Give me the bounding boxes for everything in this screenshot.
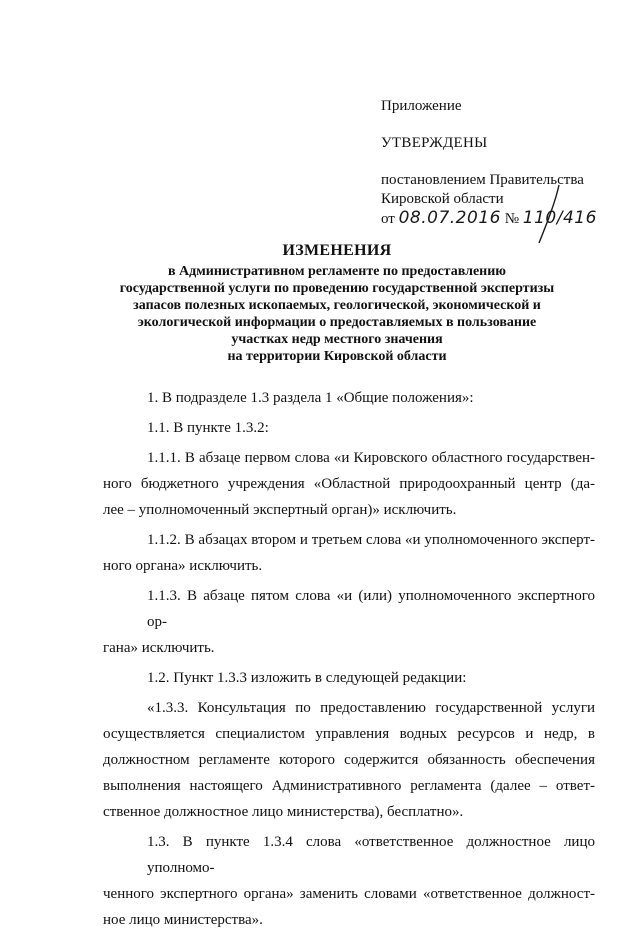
heading-line-3: запасов полезных ископаемых, геологической, экономической и (133, 298, 541, 313)
paragraph-7-line-2: осуществляется специалистом управления водных ресурсов и недр, в (103, 726, 595, 742)
paragraph-4-line-2: ного органа» исключить. (103, 558, 263, 574)
approval-block (381, 97, 631, 229)
heading-line-4: экологической информации о предоставляемых в пользование (137, 315, 537, 330)
heading-line-5: участках недр местного значения (231, 332, 443, 347)
paragraph-5-line-1: 1.1.3. В абзаце пятом слова «и (или) уполномоченного экспертного ор- (147, 588, 595, 630)
paragraph-7-line-3: должностном регламенте которого содержится обязанность обеспечения (103, 752, 595, 768)
approval-line-1: постановлением Правительства (381, 172, 584, 188)
paragraph-8-line-1: 1.3. В пункте 1.3.4 слова «ответственное должностное лицо уполномо- (147, 834, 595, 876)
paragraph-6 (103, 665, 595, 691)
paragraph-2-line-1: 1.1. В пункте 1.3.2: (147, 420, 269, 436)
paragraph-8-line-3: ное лицо министерства». (103, 912, 263, 928)
date-prefix: от (381, 211, 395, 227)
appendix-label: Приложение (381, 98, 462, 114)
handwritten-number: 110/416 (522, 208, 597, 228)
heading-line-1: в Административном регламенте по предоставлению (168, 264, 506, 279)
paragraph-7-line-4: выполнения настоящего Административного регламента (далее – ответ- (103, 778, 595, 794)
paragraph-1-line-1: 1. В подразделе 1.3 раздела 1 «Общие положения»: (147, 390, 474, 406)
paragraph-1 (103, 385, 595, 411)
handwritten-date: 08.07.2016 (398, 208, 501, 228)
document-title: ИЗМЕНЕНИЯ (282, 242, 392, 259)
paragraph-4 (103, 527, 595, 579)
approval-line-2: Кировской области (381, 191, 504, 207)
heading-line-6: на территории Кировской области (227, 349, 447, 364)
paragraph-7-line-5: ственное должностное лицо министерства), бесплатно». (103, 804, 464, 820)
paragraph-7 (103, 695, 595, 825)
handwritten-slash-mark (535, 183, 565, 245)
number-sign: № (504, 211, 520, 227)
paragraph-8 (103, 829, 595, 933)
paragraph-5 (103, 583, 595, 661)
paragraph-3-line-3: лее – уполномоченный экспертный орган)» исключить. (103, 502, 457, 518)
paragraph-3-line-1: 1.1.1. В абзаце первом слова «и Кировского областного государствен- (147, 450, 595, 466)
paragraph-8-line-2: ченного экспертного органа» заменить словами «ответственное должност- (103, 886, 595, 902)
approved-label: УТВЕРЖДЕНЫ (381, 135, 488, 151)
paragraph-4-line-1: 1.1.2. В абзацах втором и третьем слова «и уполномоченного эксперт- (147, 532, 595, 548)
approval-date-line (381, 209, 631, 229)
paragraph-3-line-2: ного бюджетного учреждения «Областной природоохранный центр (да- (103, 476, 595, 492)
paragraph-5-line-2: гана» исключить. (103, 640, 215, 656)
paragraph-2 (103, 415, 595, 441)
paragraph-6-line-1: 1.2. Пункт 1.3.3 изложить в следующей редакции: (147, 670, 467, 686)
heading-line-2: государственной услуги по проведению государственной экспертизы (119, 281, 555, 296)
paragraph-3 (103, 445, 595, 523)
document-body (103, 385, 595, 933)
document-heading (100, 242, 574, 365)
paragraph-7-line-1: «1.3.3. Консультация по предоставлению государственной услуги (147, 700, 595, 716)
